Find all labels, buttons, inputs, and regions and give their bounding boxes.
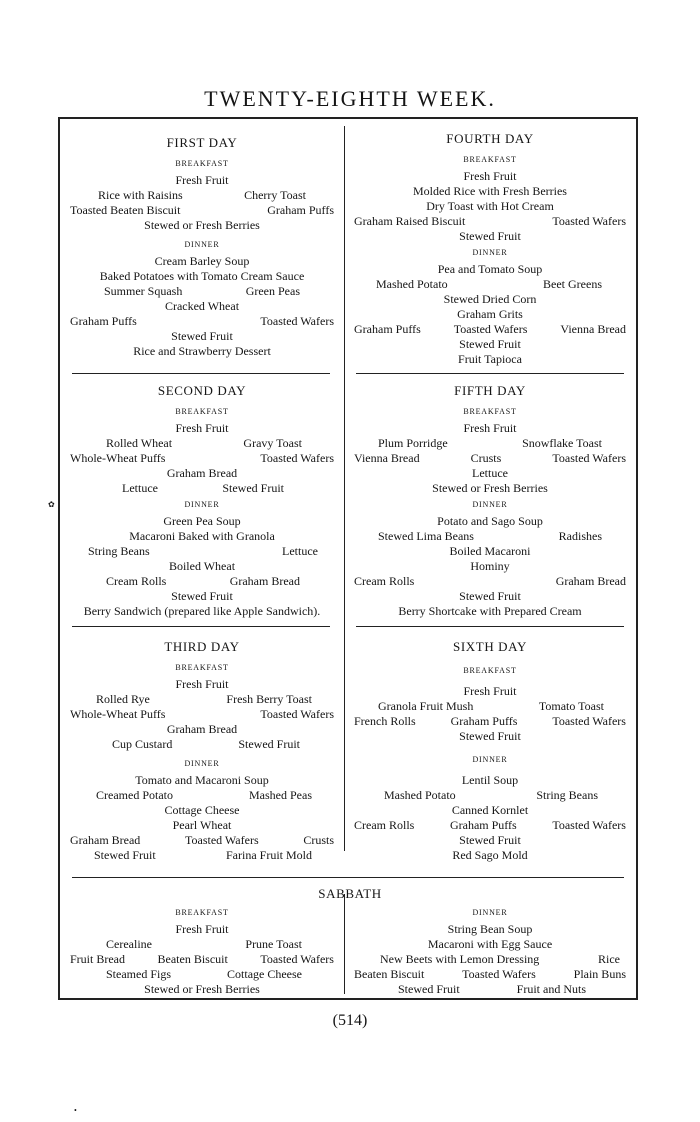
menu-item: Toasted Wafers xyxy=(260,451,334,465)
menu-item: String Bean Soup xyxy=(447,922,533,936)
menu-item: Mashed Potato xyxy=(384,788,456,802)
menu-item: Cream Rolls xyxy=(354,574,415,588)
section-divider xyxy=(72,877,624,878)
menu-item: Boiled Macaroni xyxy=(449,544,531,558)
day-heading: SIXTH DAY xyxy=(453,639,527,654)
day-heading: FIRST DAY xyxy=(166,135,238,150)
menu-item: Fruit Bread xyxy=(70,952,125,966)
menu-item: Stewed Fruit xyxy=(459,729,521,743)
menu-item: Green Peas xyxy=(245,284,300,298)
menu-item: Rice and Strawberry Dessert xyxy=(133,344,271,358)
first-day-menu xyxy=(70,135,334,359)
page-title: TWENTY-EIGHTH WEEK. xyxy=(204,86,496,111)
menu-item: Whole-Wheat Puffs xyxy=(70,707,166,721)
menu-item: Lettuce xyxy=(282,544,318,558)
menu-item: Berry Shortcake with Prepared Cream xyxy=(398,604,582,618)
breakfast-label: BREAKFAST xyxy=(175,407,229,416)
dinner-label: DINNER xyxy=(184,759,220,768)
menu-item: Creamed Potato xyxy=(96,788,173,802)
breakfast-label: BREAKFAST xyxy=(463,666,517,675)
menu-item: String Beans xyxy=(536,788,598,802)
menu-item: Fresh Fruit xyxy=(175,421,229,435)
margin-mark: • xyxy=(74,1106,77,1115)
menu-item: Toasted Wafers xyxy=(552,451,626,465)
menu-item: Beaten Biscuit xyxy=(354,967,425,981)
menu-item: Plain Buns xyxy=(573,967,626,981)
menu-item: Fresh Fruit xyxy=(175,922,229,936)
menu-item: Graham Bread xyxy=(70,833,141,847)
menu-item: Stewed or Fresh Berries xyxy=(432,481,548,495)
menu-item: Lettuce xyxy=(122,481,158,495)
margin-mark: ✿ xyxy=(48,500,55,509)
menu-item: Cream Rolls xyxy=(106,574,167,588)
dinner-label: DINNER xyxy=(472,248,508,257)
menu-item: Graham Bread xyxy=(555,574,626,588)
day-heading: FIFTH DAY xyxy=(454,383,526,398)
menu-item: Cup Custard xyxy=(112,737,173,751)
fifth-day-menu xyxy=(354,383,626,619)
menu-item: Fresh Fruit xyxy=(463,169,517,183)
menu-item: Stewed or Fresh Berries xyxy=(144,982,260,996)
menu-item: Beaten Biscuit xyxy=(157,952,228,966)
sabbath-heading: SABBATH xyxy=(318,886,382,901)
menu-item: Stewed Lima Beans xyxy=(378,529,474,543)
menu-item: Mashed Potato xyxy=(376,277,448,291)
menu-item: Cream Rolls xyxy=(354,818,415,832)
menu-item: Stewed Fruit xyxy=(398,982,460,996)
menu-item: Rolled Wheat xyxy=(106,436,173,450)
menu-item: Toasted Wafers xyxy=(552,214,626,228)
menu-item: Graham Puffs xyxy=(449,818,517,832)
menu-item: Fruit Tapioca xyxy=(458,352,522,366)
menu-item: Crusts xyxy=(470,451,502,465)
menu-item: Graham Bread xyxy=(166,466,238,480)
menu-item: Fresh Fruit xyxy=(463,684,517,698)
menu-item: Rolled Rye xyxy=(96,692,150,706)
menu-item: Stewed Fruit xyxy=(459,833,521,847)
menu-item: Prune Toast xyxy=(245,937,302,951)
page-number: (514) xyxy=(332,1012,368,1029)
section-divider xyxy=(356,373,624,374)
menu-item: Graham Bread xyxy=(229,574,300,588)
dinner-label: DINNER xyxy=(472,500,508,509)
menu-item: Cream Barley Soup xyxy=(154,254,250,268)
menu-item: Rice with Raisins xyxy=(98,188,183,202)
menu-item: Green Pea Soup xyxy=(163,514,241,528)
menu-item: Graham Grits xyxy=(457,307,523,321)
dinner-label: DINNER xyxy=(184,500,220,509)
menu-item: Stewed Dried Corn xyxy=(443,292,537,306)
sabbath-breakfast-menu xyxy=(70,904,334,997)
menu-item: Toasted Wafers xyxy=(453,322,528,336)
menu-item: French Rolls xyxy=(354,714,416,728)
day-heading: THIRD DAY xyxy=(164,639,240,654)
menu-item: Macaroni with Egg Sauce xyxy=(427,937,553,951)
menu-item: Lettuce xyxy=(472,466,508,480)
menu-item: Molded Rice with Fresh Berries xyxy=(413,184,567,198)
menu-item: Vienna Bread xyxy=(354,451,420,465)
menu-item: Stewed Fruit xyxy=(238,737,300,751)
menu-item: Cottage Cheese xyxy=(164,803,240,817)
menu-item: Macaroni Baked with Granola xyxy=(129,529,275,543)
sabbath-dinner-menu xyxy=(354,904,626,997)
menu-item: Graham Puffs xyxy=(267,203,334,217)
menu-item: Stewed Fruit xyxy=(459,229,521,243)
menu-item: Vienna Bread xyxy=(560,322,626,336)
breakfast-label: BREAKFAST xyxy=(463,155,517,164)
menu-item: Gravy Toast xyxy=(243,436,302,450)
menu-item: Graham Bread xyxy=(166,722,238,736)
section-divider xyxy=(72,626,330,627)
menu-item: Toasted Wafers xyxy=(185,833,259,847)
breakfast-label: BREAKFAST xyxy=(175,663,229,672)
section-divider xyxy=(356,626,624,627)
menu-item: Stewed or Fresh Berries xyxy=(144,218,260,232)
menu-item: Tomato and Macaroni Soup xyxy=(135,773,269,787)
menu-item: Fresh Fruit xyxy=(463,421,517,435)
second-day-menu xyxy=(70,383,334,619)
menu-item: Lentil Soup xyxy=(461,773,519,787)
breakfast-label: BREAKFAST xyxy=(175,159,229,168)
menu-item: New Beets with Lemon Dressing xyxy=(380,952,540,966)
menu-item: Stewed Fruit xyxy=(459,589,521,603)
menu-item: Graham Puffs xyxy=(450,714,518,728)
sixth-day-menu xyxy=(354,639,626,863)
menu-item: Graham Puffs xyxy=(70,314,137,328)
menu-item: Berry Sandwich (prepared like Apple Sandwich). xyxy=(83,604,321,618)
menu-item: Tomato Toast xyxy=(538,699,604,713)
menu-item: Stewed Fruit xyxy=(171,329,233,343)
menu-item: Cherry Toast xyxy=(244,188,306,202)
menu-item: Radishes xyxy=(558,529,602,543)
menu-item: Cottage Cheese xyxy=(227,967,302,981)
menu-item: Fresh Fruit xyxy=(175,677,229,691)
menu-item: Fresh Fruit xyxy=(175,173,229,187)
menu-item: Toasted Wafers xyxy=(260,707,334,721)
fourth-day-menu xyxy=(354,131,626,367)
menu-item: Plum Porridge xyxy=(378,436,448,450)
menu-item: Mashed Peas xyxy=(249,788,312,802)
menu-item: Pea and Tomato Soup xyxy=(437,262,543,276)
day-heading: FOURTH DAY xyxy=(446,131,534,146)
menu-item: Granola Fruit Mush xyxy=(378,699,474,713)
day-heading: SECOND DAY xyxy=(157,383,247,398)
menu-item: Toasted Wafers xyxy=(552,714,626,728)
menu-item: Crusts xyxy=(303,833,334,847)
menu-item: Red Sago Mold xyxy=(452,848,528,862)
menu-item: String Beans xyxy=(88,544,150,558)
menu-item: Whole-Wheat Puffs xyxy=(70,451,166,465)
menu-item: Toasted Wafers xyxy=(462,967,536,981)
breakfast-label: BREAKFAST xyxy=(175,908,229,917)
third-day-menu xyxy=(70,639,334,863)
menu-item: Farina Fruit Mold xyxy=(226,848,312,862)
menu-item: Toasted Beaten Biscuit xyxy=(70,203,181,217)
column-divider xyxy=(344,126,345,851)
dinner-label: DINNER xyxy=(472,755,508,764)
menu-item: Toasted Wafers xyxy=(260,952,334,966)
menu-item: Stewed Fruit xyxy=(94,848,156,862)
breakfast-label: BREAKFAST xyxy=(463,407,517,416)
section-divider xyxy=(72,373,330,374)
menu-item: Beet Greens xyxy=(543,277,602,291)
menu-item: Steamed Figs xyxy=(106,967,171,981)
menu-item: Hominy xyxy=(470,559,510,573)
menu-item: Stewed Fruit xyxy=(459,337,521,351)
dinner-label: DINNER xyxy=(472,908,508,917)
menu-item: Pearl Wheat xyxy=(172,818,232,832)
menu-item: Graham Raised Biscuit xyxy=(354,214,466,228)
menu-item: Canned Kornlet xyxy=(451,803,529,817)
menu-item: Boiled Wheat xyxy=(168,559,236,573)
sabbath-column-divider xyxy=(344,894,345,994)
dinner-label: DINNER xyxy=(184,240,220,249)
menu-item: Potato and Sago Soup xyxy=(437,514,543,528)
menu-item: Snowflake Toast xyxy=(522,436,602,450)
menu-item: Summer Squash xyxy=(104,284,183,298)
menu-item: Baked Potatoes with Tomato Cream Sauce xyxy=(99,269,305,283)
menu-item: Cerealine xyxy=(106,937,152,951)
menu-item: Toasted Wafers xyxy=(260,314,334,328)
menu-item: Fruit and Nuts xyxy=(516,982,586,996)
menu-item: Stewed Fruit xyxy=(222,481,284,495)
menu-item: Dry Toast with Hot Cream xyxy=(426,199,554,213)
menu-item: Cracked Wheat xyxy=(164,299,240,313)
menu-item: Toasted Wafers xyxy=(552,818,626,832)
menu-item: Fresh Berry Toast xyxy=(226,692,312,706)
menu-item: Graham Puffs xyxy=(354,322,421,336)
menu-item: Stewed Fruit xyxy=(171,589,233,603)
menu-item: Rice xyxy=(598,952,620,966)
